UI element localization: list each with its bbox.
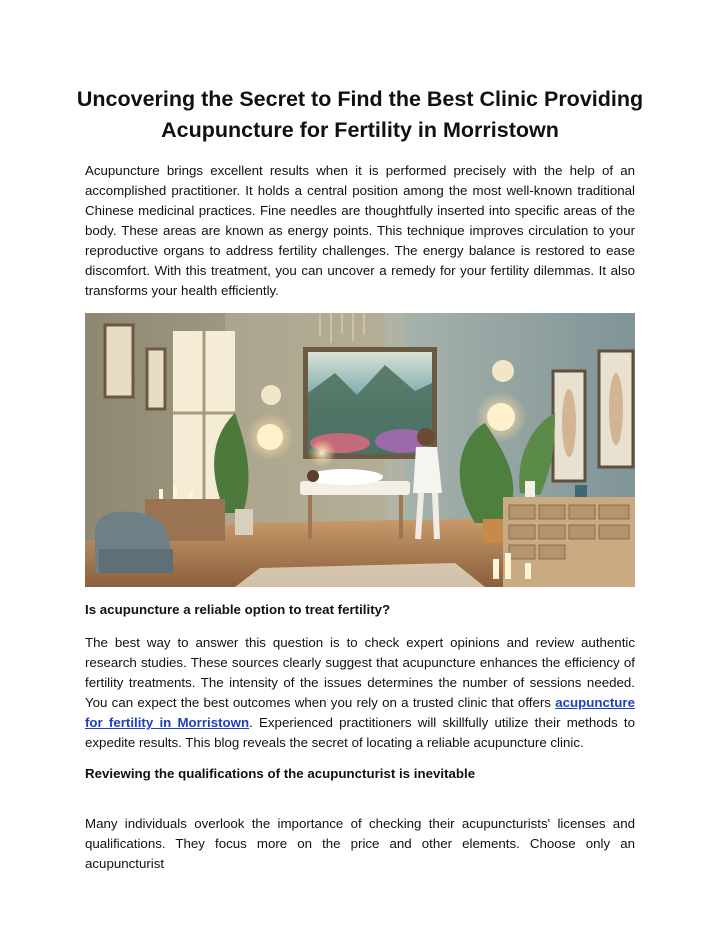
section-paragraph-reliability (85, 633, 635, 753)
section-paragraph-qualifications: Many individuals overlook the importance of checking their acupuncturists' licenses and qualifications. They focus more on the price and other elements. Choose only an acupuncturist (85, 816, 635, 871)
title-line-1: Uncovering the Secret to Find the Best Clinic Providing (76, 87, 644, 111)
title-line-2: Acupuncture for Fertility in Morristown (161, 118, 559, 142)
paragraph-text-before-link: The best way to answer this question is to check expert opinions and review authentic research studies. These sources clearly suggest that acupuncture enhances the efficiency of fertility treatments. The intensity of the issues determines the number of sessions needed. You can expect the best outcomes when you rely on a trusted clinic that offers (85, 635, 635, 710)
acupuncture-fertility-link[interactable]: acupuncture for fertility in Morristown (85, 695, 635, 730)
section-heading-reliability: Is acupuncture a reliable option to treat fertility? (85, 602, 391, 617)
paragraph-text-after-link: . Experienced practitioners will skillfully utilize their methods to expedite results. This blog reveals the secret of locating a reliable acupuncture clinic. (85, 715, 635, 750)
clinic-room-image (85, 313, 635, 587)
document-title (60, 84, 660, 146)
intro-paragraph: Acupuncture brings excellent results when it is performed precisely with the help of an accomplished practitioner. It holds a central position among the most well-known traditional Chinese medicinal practices. Fine needles are thoughtfully inserted into specific areas of the body. These areas are known as energy points. This technique improves circulation to your reproductive organs to address fertility challenges. The energy balance is restored to ease discomfort. With this treatment, you can uncover a remedy for your fertility dilemmas. It also transforms your health efficiently. (85, 163, 635, 298)
section-heading-qualifications: Reviewing the qualifications of the acupuncturist is inevitable (85, 766, 476, 781)
